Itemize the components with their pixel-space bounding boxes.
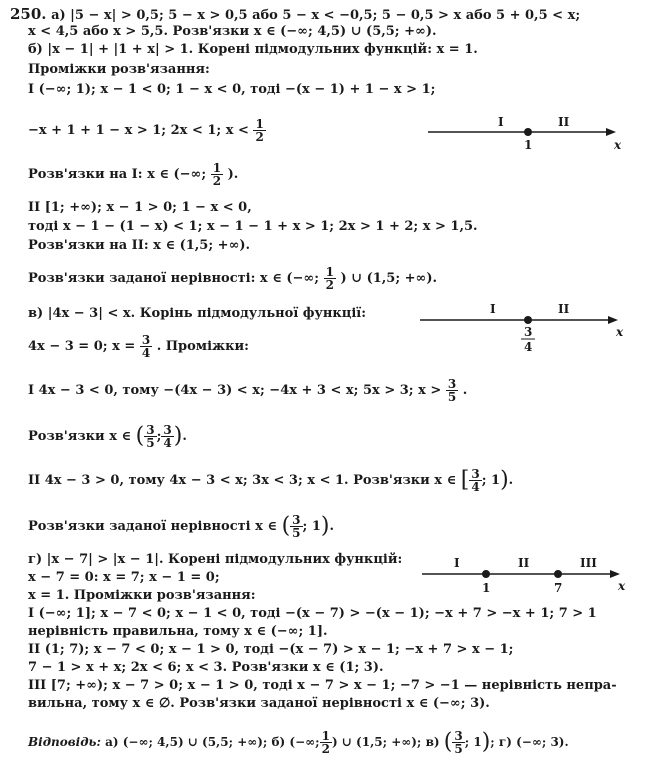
fraction-numerator: 1 <box>325 265 334 279</box>
fraction-three-fifths-ans <box>452 730 464 755</box>
part-g-line-1: г) |x − 7| > |x − 1|. Корені підмодульних функцій: <box>28 552 403 567</box>
part-v-line-6: Розв'язки заданої нерівності x ∈ ( $\frac{3}{5}$ ; 1). <box>28 513 335 540</box>
axis-label-x: x <box>614 138 622 152</box>
fraction-numerator: 3 <box>163 423 172 437</box>
fraction-three-fifths <box>446 378 458 403</box>
fraction-numerator: 3 <box>141 333 151 347</box>
part-v-line-5-text: II 4x − 3 > 0, тому 4x − 3 < x; 3x < 3; x < 1. Розв'язки x ∈ <box>28 473 457 488</box>
answer-g: г) (−∞; 3). <box>498 735 569 749</box>
fraction-denominator: 2 <box>255 130 264 144</box>
part-b-line-6: II [1; +∞); x − 1 > 0; 1 − x < 0, <box>28 200 252 215</box>
axis-point-label-7: 7 <box>554 581 563 595</box>
part-g-line-7: 7 − 1 > x + x; 2x < 6; x < 3. Розв'язки x ∈ (1; 3). <box>28 660 384 675</box>
fraction-numerator: 1 <box>321 729 330 743</box>
part-v-line-3-text: I 4x − 3 < 0, тому −(4x − 3) < x; −4x + 3 < x; 5x > 3; x > <box>28 383 442 398</box>
part-v-line-2-post: . Проміжки: <box>156 339 249 354</box>
axis-label-I: I <box>490 302 496 316</box>
axis-label-x: x <box>616 325 624 339</box>
answer-v-sep: ; <box>490 735 495 749</box>
number-line-g <box>422 552 632 600</box>
fraction-numerator: 3 <box>471 467 480 481</box>
fraction-denominator: 2 <box>321 742 330 756</box>
fraction-three-fifths-v6 <box>290 514 302 539</box>
fraction-three-fifths-v4 <box>144 424 156 449</box>
part-b-line-2: Проміжки розв'язання: <box>28 62 210 77</box>
part-v-line-3: I 4x − 3 < 0, тому −(4x − 3) < x; −4x + 3 < x; 5x > 3; x > $\frac{3}{5}$ . <box>28 377 468 404</box>
part-g-line-6: II (1; 7); x − 7 < 0; x − 1 > 0, тоді −(x − 7) > x − 1; −x + 7 > x − 1; <box>28 642 514 657</box>
fraction-denominator: 4 <box>163 436 172 450</box>
axis-label-I: I <box>498 115 504 129</box>
axis-label-II: II <box>558 302 570 316</box>
part-v-line-2-text: 4x − 3 = 0; x = <box>28 339 136 354</box>
part-g-line-9: вильна, тому x ∈ ∅. Розв'язки заданої нерівності x ∈ (−∞; 3). <box>28 696 490 711</box>
part-b-line-8: Розв'язки на II: x ∈ (1,5; +∞). <box>28 238 251 253</box>
part-a-line-1 <box>10 6 580 24</box>
answer-a: а) (−∞; 4,5) ∪ (5,5; +∞); <box>105 735 268 749</box>
part-g-line-3: x = 1. Проміжки розв'язання: <box>28 588 256 603</box>
part-g-line-2: x − 7 = 0: x = 7; x − 1 = 0; <box>28 570 220 585</box>
part-v-line-4-text: Розв'язки x ∈ <box>28 429 132 444</box>
answer-line: Відповідь: а) (−∞; 4,5) ∪ (5,5; +∞); б) (−∞; $\frac{1}{2}$ ) ∪ (1,5; +∞); в) ( $\frac{3}{5}$ ; 1); г) (−∞; 3). <box>28 729 569 756</box>
part-b-line-4 <box>28 118 266 143</box>
fraction-three-quarters-v5 <box>469 468 481 493</box>
fraction-denominator: 5 <box>292 526 301 540</box>
interval-close-text: ) ∪ (1,5; +∞). <box>340 271 438 286</box>
part-b-line-7: тоді x − 1 − (1 − x) < 1; x − 1 − 1 + x > 1; 2x > 1 + 2; x > 1,5. <box>28 219 478 234</box>
arrow-icon <box>606 128 616 136</box>
number-line-b <box>428 112 628 156</box>
axis-point-label-1: 1 <box>482 581 491 595</box>
answer-b-close: ) ∪ (1,5; +∞); <box>331 735 422 749</box>
axis-label-x: x <box>618 579 626 593</box>
axis-label-III: III <box>580 556 597 570</box>
interval-open-text: (−∞; <box>173 167 207 182</box>
axis-label-I: I <box>454 556 460 570</box>
answer-v-label: в) <box>425 735 440 749</box>
part-g-line-5: нерівність правильна, тому x ∈ (−∞; 1]. <box>28 624 328 639</box>
interval-open-text: (−∞; <box>286 271 320 286</box>
part-v-line-6-text: Розв'язки заданої нерівності x ∈ <box>28 519 278 534</box>
fraction-numerator: 1 <box>255 117 264 131</box>
answer-b-label: б) <box>271 735 286 749</box>
fraction-numerator: 1 <box>212 161 222 175</box>
value-one: 1 <box>311 519 321 534</box>
part-v-line-2 <box>28 334 249 359</box>
problem-number: 250. <box>10 5 47 23</box>
fraction-denominator: 2 <box>212 174 222 188</box>
point-3-4 <box>524 316 532 324</box>
fraction-denominator: 5 <box>146 436 155 450</box>
part-b-line-1: б) |x − 1| + |1 + x| > 1. Корені підмодульних функцій: x = 1. <box>28 42 478 57</box>
fraction-numerator: 3 <box>146 423 155 437</box>
number-line-v <box>420 296 630 356</box>
part-g-line-4: I (−∞; 1]; x − 7 < 0; x − 1 < 0, тоді −(x − 7) > −(x − 1); −x + 7 > −x + 1; 7 > 1 <box>28 606 597 621</box>
interval-close-text: ). <box>227 167 239 182</box>
fraction-denominator: 4 <box>471 480 480 494</box>
point-1 <box>482 570 490 578</box>
fraction-denominator: 4 <box>141 346 151 360</box>
fraction-one-half-b5 <box>211 162 223 187</box>
part-b-line-3: I (−∞; 1); x − 1 < 0; 1 − x < 0, тоді −(x − 1) + 1 − x > 1; <box>28 82 436 97</box>
value-one: 1 <box>473 735 482 749</box>
fraction-three-quarters-v4 <box>161 424 173 449</box>
part-b-line-4-text: −x + 1 + 1 − x > 1; 2x < 1; x < <box>28 123 249 138</box>
value-one: 1 <box>491 473 501 488</box>
arrow-icon <box>610 570 620 578</box>
axis-point-denominator: 4 <box>524 340 533 354</box>
fraction-one-half <box>253 118 265 143</box>
part-b-line-9-text: Розв'язки заданої нерівності: x ∈ <box>28 271 282 286</box>
fraction-numerator: 3 <box>447 377 457 391</box>
part-b-line-5-text: Розв'язки на I: x ∈ <box>28 167 169 182</box>
axis-point-label-1: 1 <box>524 138 533 152</box>
fraction-denominator: 5 <box>454 742 463 756</box>
fraction-denominator: 5 <box>447 390 457 404</box>
answer-label: Відповідь: <box>28 735 101 749</box>
part-a-text-1: а) |5 − x| > 0,5; 5 − x > 0,5 або 5 − x < −0,5; 5 − 0,5 > x або 5 + 0,5 < x; <box>51 8 581 23</box>
fraction-one-half-ans <box>320 730 332 755</box>
part-v-line-4: Розв'язки x ∈ ( $\frac{3}{5}$ ; $\frac{3}{4}$ ). <box>28 423 187 450</box>
point-7 <box>554 570 562 578</box>
part-b-line-5 <box>28 162 238 187</box>
part-b-line-9 <box>28 266 437 291</box>
part-g-line-8: III [7; +∞); x − 7 > 0; x − 1 > 0, тоді x − 7 > x − 1; −7 > −1 — нерівність непра- <box>28 678 617 693</box>
fraction-denominator: 2 <box>325 278 334 292</box>
fraction-numerator: 3 <box>454 729 463 743</box>
axis-point-numerator: 3 <box>524 325 533 339</box>
part-a-line-2: x < 4,5 або x > 5,5. Розв'язки x ∈ (−∞; 4,5) ∪ (5,5; +∞). <box>28 24 437 39</box>
part-v-line-5: II 4x − 3 > 0, тому 4x − 3 < x; 3x < 3; x < 1. Розв'язки x ∈ [ $\frac{3}{4}$ ; 1). <box>28 467 514 494</box>
fraction-three-quarters <box>140 334 152 359</box>
point-1 <box>524 128 532 136</box>
axis-label-II: II <box>558 115 570 129</box>
part-v-line-1: в) |4x − 3| < x. Корінь підмодульної функції: <box>28 306 367 321</box>
fraction-one-half-b9 <box>324 266 336 291</box>
axis-label-II: II <box>518 556 530 570</box>
fraction-numerator: 3 <box>292 513 301 527</box>
answer-b-open: (−∞; <box>289 735 320 749</box>
arrow-icon <box>608 316 618 324</box>
